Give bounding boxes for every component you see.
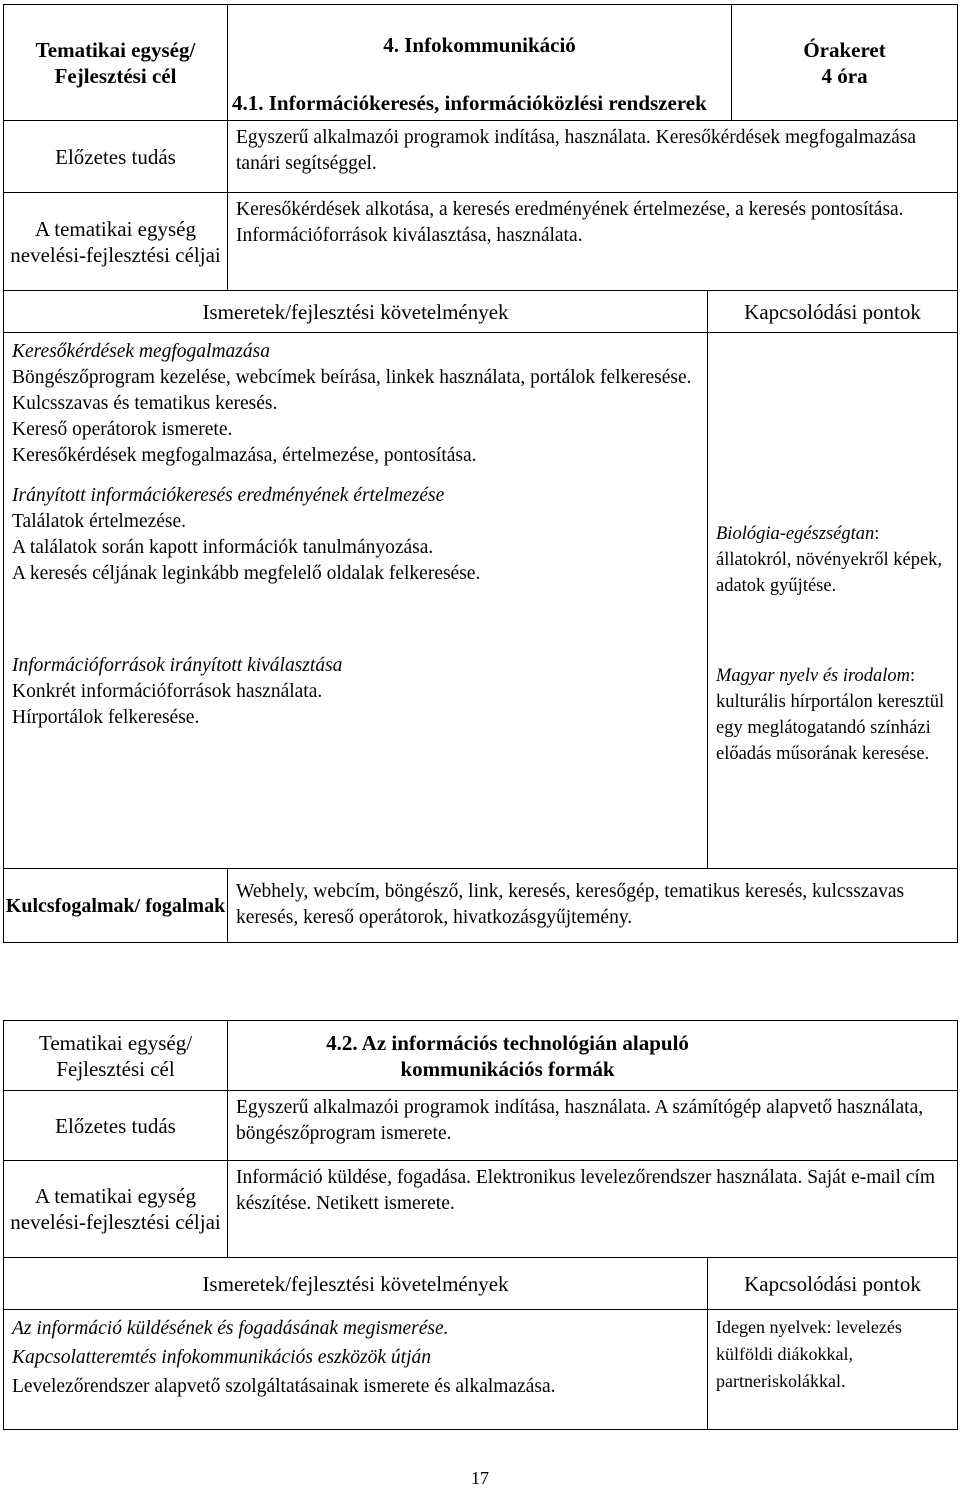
label-elozetes-tudas: Előzetes tudás	[4, 121, 228, 193]
section-line: Kulcsszavas és tematikus keresés.	[12, 393, 278, 414]
link-text: kulturális hírportálon keresztül egy meglátogatandó színházi előadás műsorának keresése.	[716, 692, 945, 764]
unit-title: 4.2. Az információs technológián alapuló kommunikációs formák	[228, 1021, 958, 1091]
section-2	[12, 483, 699, 587]
col-header-kapcsolodasi: Kapcsolódási pontok	[708, 1258, 958, 1310]
section-heading: Kapcsolatteremtés infokommunikációs eszközök útján	[12, 1347, 432, 1368]
kapcsolodasi-content: Idegen nyelvek: levelezés külföldi diákokkal, partneriskolákkal.	[708, 1310, 958, 1430]
section-line: Kereső operátorok ismerete.	[12, 419, 233, 440]
section-line: Konkrét információforrások használata.	[12, 681, 323, 702]
section-heading: Keresőkérdések megfogalmazása	[12, 341, 270, 362]
col-header-ismeretek: Ismeretek/fejlesztési követelmények	[4, 1258, 708, 1310]
section-line: Levelezőrendszer alapvető szolgáltatásainak ismerete és alkalmazása.	[12, 1376, 556, 1397]
section-heading: Irányított információkeresés eredményének értelmezése	[12, 485, 445, 506]
section-line: A keresés céljának leginkább megfelelő oldalak felkeresése.	[12, 563, 481, 584]
orakeret-label: Órakeret	[803, 37, 886, 62]
unit-title-text: 4. Infokommunikáció	[383, 33, 576, 58]
link-magyar: Magyar nyelv és irodalom: kulturális hírportálon keresztül egy meglátogatandó színházi előadás műsorának keresése.	[716, 666, 945, 764]
elozetes-tudas-text: Egyszerű alkalmazói programok indítása, használata. A számítógép alapvető használata, böngészőprogram ismerete.	[228, 1091, 958, 1161]
label-tematikai-egyseg: Tematikai egység/ Fejlesztési cél	[4, 1021, 228, 1091]
orakeret-value: 4 óra	[821, 63, 868, 88]
col-header-ismeretek: Ismeretek/fejlesztési követelmények	[4, 291, 708, 333]
page-number: 17	[471, 1468, 489, 1488]
label-celjai: A tematikai egység nevelési-fejlesztési céljai	[4, 1161, 228, 1258]
subunit-title: 4.1. Információkeresés, információközlési rendszerek	[228, 86, 732, 121]
label-celjai: A tematikai egység nevelési-fejlesztési céljai	[4, 193, 228, 291]
col-header-kapcsolodasi: Kapcsolódási pontok	[708, 291, 958, 333]
kapcsolodasi-content	[708, 333, 958, 869]
link-subject: Magyar nyelv és irodalom	[716, 666, 911, 686]
section-line: Találatok értelmezése.	[12, 511, 187, 532]
ismeretek-content	[4, 1310, 708, 1430]
elozetes-tudas-text: Egyszerű alkalmazói programok indítása, használata. Keresőkérdések megfogalmazása tanári segítséggel.	[228, 121, 958, 193]
label-tematikai-egyseg: Tematikai egység/ Fejlesztési cél	[4, 5, 228, 121]
label-kulcsfogalmak: Kulcsfogalmak/ fogalmak	[4, 869, 228, 943]
section-3	[12, 653, 699, 731]
label-elozetes-tudas: Előzetes tudás	[4, 1091, 228, 1161]
kulcsfogalmak-text: Webhely, webcím, böngésző, link, keresés, keresőgép, tematikus keresés, kulcsszavas keresés, kereső operátorok, hivatkozásgyűjtemény.	[228, 869, 958, 943]
celjai-text: Keresőkérdések alkotása, a keresés eredményének értelmezése, a keresés pontosítása. Információforrások kiválasztása, használata.	[228, 193, 958, 291]
section-heading: Információforrások irányított kiválasztása	[12, 655, 343, 676]
section-heading: Az információ küldésének és fogadásának megismerése.	[12, 1318, 449, 1339]
section-line: Hírportálok felkeresése.	[12, 707, 200, 728]
curriculum-table-4-2	[3, 1020, 958, 1430]
link-text: állatokról, növényekről képek, adatok gyűjtése.	[716, 550, 943, 596]
celjai-text: Információ küldése, fogadása. Elektronikus levelezőrendszer használata. Saját e-mail cím készítése. Netikett ismerete.	[228, 1161, 958, 1258]
section-line: A találatok során kapott információk tanulmányozása.	[12, 537, 434, 558]
curriculum-table-4-1	[3, 4, 958, 943]
orakeret	[732, 5, 958, 121]
unit-title	[228, 5, 732, 86]
section-line: Böngészőprogram kezelése, webcímek beírása, linkek használata, portálok felkeresése.	[12, 367, 692, 388]
ismeretek-content	[4, 333, 708, 869]
section-1	[12, 339, 699, 469]
link-biologia: Biológia-egészségtan: állatokról, növényekről képek, adatok gyűjtése.	[716, 524, 943, 596]
section-line: Keresőkérdések megfogalmazása, értelmezése, pontosítása.	[12, 445, 477, 466]
link-subject: Biológia-egészségtan	[716, 524, 875, 544]
